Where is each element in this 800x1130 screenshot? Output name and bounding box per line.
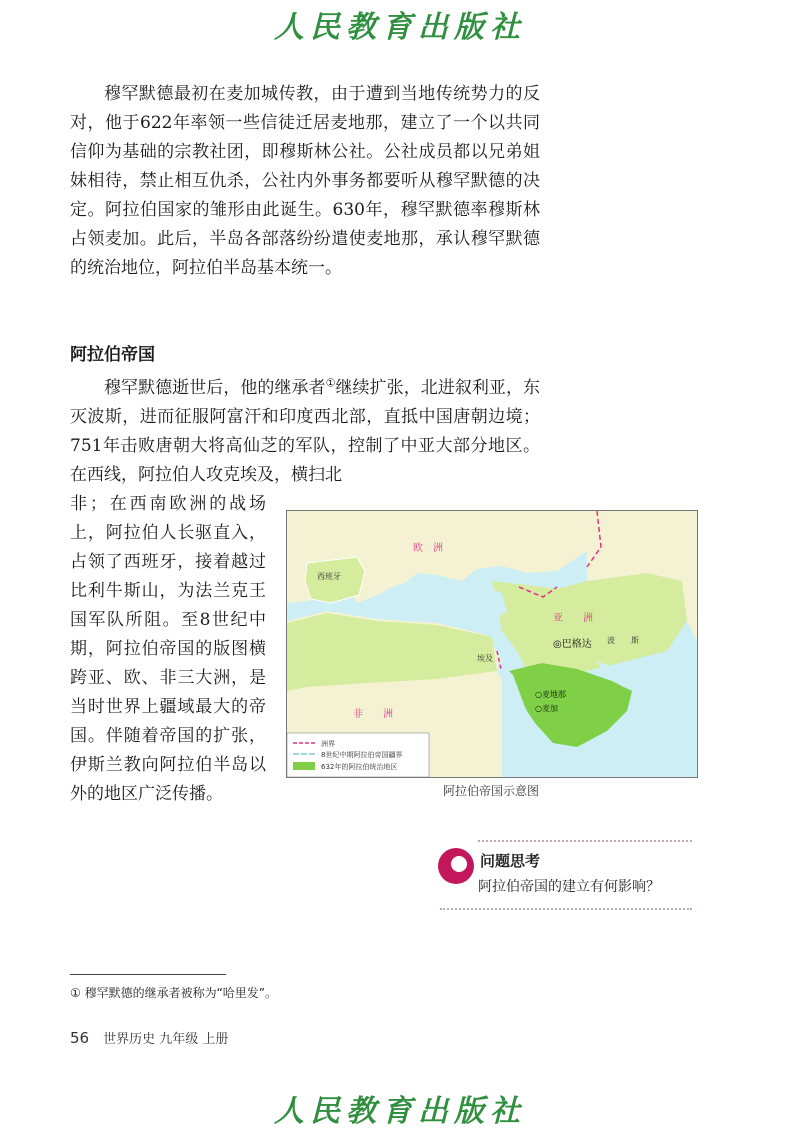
publisher-logo-bottom: 人民教育出版社: [274, 1094, 526, 1129]
paragraph-arab-empire-expansion: 非；在西南欧洲的战场上，阿拉伯人长驱直入，占领了西班牙，接着越过比利牛斯山，为法兰克王国军队所阻。至8世纪中期，阿拉伯帝国的版图横跨亚、欧、非三大洲，是当时世界上疆域最大的帝国。伴随着帝国的扩张，伊斯兰教向阿拉伯半岛以外的地区广泛传播。: [70, 494, 266, 804]
arab-empire-map: [286, 510, 698, 778]
map-graphic: [287, 511, 697, 777]
legend-label-arabia: 632年的阿拉伯统治地区: [321, 763, 398, 771]
question-box-title: 问题思考: [480, 852, 541, 870]
map-label-africa: 非 洲: [353, 709, 393, 720]
footnote: ① 穆罕默德的继承者被称为“哈里发”。: [70, 986, 278, 1000]
map-label-asia: 亚 洲: [553, 613, 593, 624]
paragraph-arab-empire-intro: [70, 374, 540, 490]
legend-label-empire-border: 8世纪中期阿拉伯帝国疆界: [321, 751, 403, 759]
legend-label-continent: 洲界: [321, 740, 335, 748]
question-box-top-rule: [478, 840, 692, 842]
question-bubble-icon: [438, 848, 474, 884]
map-caption: 阿拉伯帝国示意图: [442, 784, 539, 798]
map-label-europe: 欧 洲: [413, 543, 443, 554]
footnote-marker[interactable]: ①: [325, 376, 336, 390]
map-label-medina: ○麦地那: [535, 690, 566, 699]
question-text: 阿拉伯帝国的建立有何影响？: [478, 879, 660, 895]
question-box-bottom-rule: [440, 908, 692, 910]
map-label-baghdad: ◎巴格达: [553, 639, 592, 650]
section-title: 阿拉伯帝国: [70, 345, 155, 365]
page-number: 56: [70, 1029, 90, 1047]
map-label-mecca: ○麦加: [535, 704, 558, 713]
map-label-egypt: 埃及: [477, 654, 493, 663]
question-box: [440, 840, 692, 910]
book-title: 世界历史 九年级 上册: [103, 1032, 229, 1047]
paragraph-mecca-medina: 穆罕默德最初在麦加城传教，由于遭到当地传统势力的反对，他于622年率领一些信徒迁居麦地那，建立了一个以共同信仰为基础的宗教社团，即穆斯林公社。公社成员都以兄弟姐妹相待，禁止相互仇杀，公社内外事务都要听从穆罕默德的决定。阿拉伯国家的雏形由此诞生。630年，穆罕默德率穆斯林占领麦加。此后，半岛各部落纷纷遣使麦地那，承认穆罕默德的统治地位，阿拉伯半岛基本统一。: [70, 84, 540, 278]
paragraph-text-part1: 穆罕默德逝世后，他的继承者: [104, 378, 326, 398]
page-footer: [70, 1028, 228, 1047]
map-label-persia: 波 斯: [607, 636, 639, 645]
publisher-logo-top: 人民教育出版社: [274, 10, 526, 45]
footnote-divider: [70, 974, 226, 975]
legend-swatch-arabia: [293, 762, 315, 770]
map-label-spain: 西班牙: [317, 572, 341, 581]
paragraph-text-part2: 继续扩张，北进叙利亚，东灭波斯，进而征服阿富汗和印度西北部，直抵中国唐朝边境；751年击败唐朝大将高仙芝的军队，控制了中亚大部分地区。在西线，阿拉伯人攻克埃及，横扫北: [70, 378, 541, 485]
